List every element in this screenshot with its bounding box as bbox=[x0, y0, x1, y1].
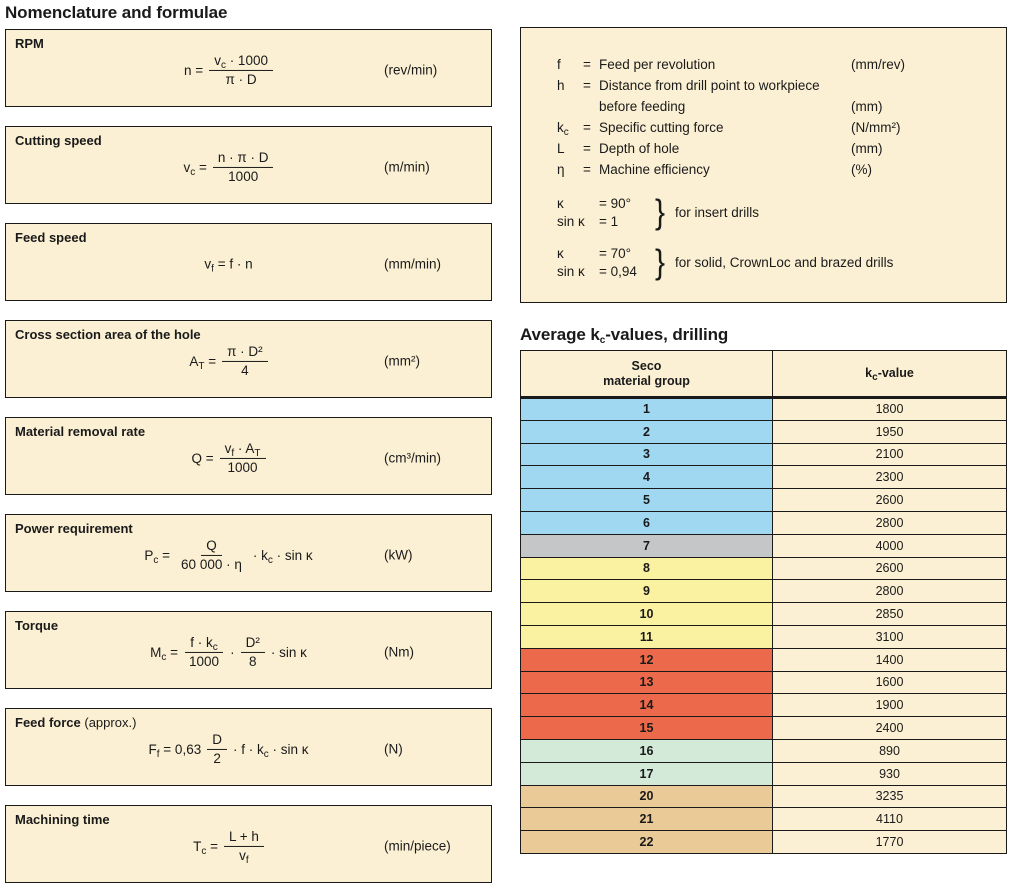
kc-value-cell: 4110 bbox=[773, 808, 1007, 831]
kc-value-cell: 1770 bbox=[773, 831, 1007, 854]
formula-term: · sin κ bbox=[270, 644, 307, 660]
numerator: L + h bbox=[224, 828, 264, 847]
formula-term: · $k_c \cdot \sin \kappa$ bbox=[252, 547, 313, 566]
kc-value-cell: 2100 bbox=[773, 443, 1007, 466]
kc-value-cell: 2800 bbox=[773, 511, 1007, 534]
formula-box-power-requirement bbox=[5, 514, 492, 592]
material-group-cell: 5 bbox=[521, 489, 773, 512]
legend-description: Distance from drill point to workpiece bbox=[599, 78, 820, 93]
formula-expression bbox=[66, 343, 391, 379]
legend-symbol bbox=[557, 96, 583, 117]
material-group-cell: 6 bbox=[521, 511, 773, 534]
column-header-material-group: Seco material group bbox=[521, 351, 773, 398]
formula-expression bbox=[66, 440, 391, 476]
kappa-equation-part: = 1 bbox=[599, 213, 619, 229]
kappa-equations bbox=[557, 245, 655, 280]
table-row bbox=[521, 511, 1007, 534]
kc-table-title: Average $k_c$-values, drilling bbox=[520, 325, 729, 346]
formula-unit: (mm²) bbox=[384, 353, 420, 369]
kappa-equation-part: κ bbox=[557, 246, 564, 261]
kc-values-table bbox=[520, 350, 1007, 854]
kc-value-cell: 2850 bbox=[773, 603, 1007, 626]
material-group-cell: 15 bbox=[521, 717, 773, 740]
formula-term: · $f \cdot k_c \cdot \sin \kappa$ bbox=[232, 741, 309, 760]
legend-unit: (mm) bbox=[851, 141, 883, 156]
table-row bbox=[521, 443, 1007, 466]
formula-expression bbox=[66, 149, 391, 185]
legend-list bbox=[557, 54, 988, 180]
table-row bbox=[521, 534, 1007, 557]
kc-value-cell: 2600 bbox=[773, 489, 1007, 512]
formula-term: $P_c$ = bbox=[144, 547, 171, 566]
fraction bbox=[241, 634, 265, 670]
formula-title: Cross section area of the hole bbox=[15, 327, 201, 342]
legend-equals: = bbox=[583, 162, 591, 177]
legend-equals: = bbox=[583, 141, 591, 156]
material-group-cell: 7 bbox=[521, 534, 773, 557]
material-group-cell: 1 bbox=[521, 398, 773, 421]
kc-value-cell: 2400 bbox=[773, 717, 1007, 740]
kc-value-cell: 890 bbox=[773, 739, 1007, 762]
kc-value-cell: 2600 bbox=[773, 557, 1007, 580]
table-row bbox=[521, 489, 1007, 512]
fraction bbox=[207, 731, 227, 767]
denominator: 60 000 · η bbox=[181, 556, 242, 572]
fraction bbox=[224, 828, 264, 864]
legend-symbol: $k_c$ bbox=[557, 120, 569, 138]
numerator: π · D² bbox=[222, 343, 268, 362]
legend-unit: (%) bbox=[851, 162, 872, 177]
legend-unit: (mm/rev) bbox=[851, 57, 905, 72]
formula-box-machining-time bbox=[5, 805, 492, 883]
table-row bbox=[521, 648, 1007, 671]
formula-box-torque bbox=[5, 611, 492, 689]
formula-title: Feed speed bbox=[15, 230, 87, 245]
legend-unit bbox=[851, 75, 988, 96]
material-group-cell: 8 bbox=[521, 557, 773, 580]
formula-unit: (N) bbox=[384, 741, 403, 757]
table-row bbox=[521, 671, 1007, 694]
denominator: 8 bbox=[248, 653, 257, 669]
legend-description: Specific cutting force bbox=[599, 120, 724, 135]
denominator: 4 bbox=[241, 362, 249, 378]
numerator: $v_c \cdot 1000$ bbox=[209, 52, 273, 71]
table-row bbox=[521, 420, 1007, 443]
formula-term: $A_T$ = bbox=[189, 353, 217, 372]
formula-term: Q = bbox=[191, 450, 214, 466]
formula-title: RPM bbox=[15, 36, 44, 51]
fraction bbox=[209, 52, 273, 88]
table-row bbox=[521, 808, 1007, 831]
kc-value-cell: 1400 bbox=[773, 648, 1007, 671]
numerator: D² bbox=[241, 634, 265, 653]
formula-title: Cutting speed bbox=[15, 133, 102, 148]
material-group-cell: 16 bbox=[521, 739, 773, 762]
material-group-cell: 20 bbox=[521, 785, 773, 808]
table-row bbox=[521, 739, 1007, 762]
formula-box-rpm bbox=[5, 29, 492, 107]
formula-expression bbox=[66, 828, 391, 864]
table-row bbox=[521, 398, 1007, 421]
formula-box-cross-section-area bbox=[5, 320, 492, 398]
fraction bbox=[220, 440, 266, 476]
formula-unit: (min/piece) bbox=[384, 838, 451, 854]
kappa-note-label: for insert drills bbox=[675, 205, 760, 220]
kappa-equation-part: sin κ bbox=[557, 263, 585, 279]
material-group-cell: 11 bbox=[521, 625, 773, 648]
legend-equals: = bbox=[583, 57, 591, 72]
formula-term: $F_f = 0,63$ bbox=[148, 741, 202, 760]
material-group-cell: 14 bbox=[521, 694, 773, 717]
material-group-cell: 3 bbox=[521, 443, 773, 466]
page-title: Nomenclature and formulae bbox=[5, 3, 228, 22]
formula-term: $T_c$ = bbox=[193, 838, 218, 857]
fraction bbox=[213, 149, 274, 185]
formula-unit: (Nm) bbox=[384, 644, 414, 660]
fraction bbox=[222, 343, 268, 379]
kappa-equation-part: = 0,94 bbox=[599, 263, 637, 279]
formula-expression bbox=[66, 731, 391, 767]
numerator: $v_f \cdot A_T$ bbox=[220, 440, 266, 459]
formula-expression bbox=[66, 537, 391, 573]
material-group-cell: 4 bbox=[521, 466, 773, 489]
denominator: 1000 bbox=[227, 459, 258, 475]
kappa-equation-part: κ bbox=[557, 196, 564, 211]
formula-term: $v_c$ = bbox=[183, 159, 207, 178]
legend-description: before feeding bbox=[599, 99, 686, 114]
material-group-cell: 22 bbox=[521, 831, 773, 854]
legend-description: Machine efficiency bbox=[599, 162, 710, 177]
column-header-kc-value: $k_c$-value bbox=[773, 351, 1007, 398]
material-group-cell: 21 bbox=[521, 808, 773, 831]
formula-box-list bbox=[5, 29, 492, 883]
table-row bbox=[521, 557, 1007, 580]
formula-title: Material removal rate bbox=[15, 424, 146, 439]
legend-symbol: h bbox=[557, 78, 565, 93]
formula-title: Machining time bbox=[15, 812, 110, 827]
numerator: Q bbox=[201, 537, 222, 556]
numerator: n · π · D bbox=[213, 149, 274, 168]
kc-value-cell: 930 bbox=[773, 762, 1007, 785]
table-row bbox=[521, 694, 1007, 717]
table-row bbox=[521, 831, 1007, 854]
legend-equals: = bbox=[583, 120, 591, 135]
table-row bbox=[521, 762, 1007, 785]
legend-equals: = bbox=[583, 78, 591, 93]
table-row bbox=[521, 717, 1007, 740]
table-row bbox=[521, 580, 1007, 603]
kc-value-cell: 3235 bbox=[773, 785, 1007, 808]
kappa-note-label: for solid, CrownLoc and brazed drills bbox=[675, 255, 894, 270]
brace-icon: } bbox=[655, 192, 666, 231]
brace-icon: } bbox=[655, 242, 666, 281]
kappa-equations bbox=[557, 195, 655, 230]
kc-value-cell: 1950 bbox=[773, 420, 1007, 443]
formula-expression bbox=[66, 256, 391, 275]
formula-term: $v_f = f \cdot n$ bbox=[204, 256, 253, 275]
formula-unit: (kW) bbox=[384, 547, 413, 563]
formula-box-feed-force bbox=[5, 708, 492, 786]
material-group-cell: 10 bbox=[521, 603, 773, 626]
numerator: D bbox=[207, 731, 227, 750]
fraction bbox=[184, 634, 224, 670]
table-row bbox=[521, 603, 1007, 626]
denominator: π · D bbox=[225, 71, 257, 87]
formula-expression bbox=[66, 52, 391, 88]
kc-value-cell: 2800 bbox=[773, 580, 1007, 603]
kc-value-cell: 2300 bbox=[773, 466, 1007, 489]
formula-box-feed-speed bbox=[5, 223, 492, 301]
formula-box-material-removal-rate bbox=[5, 417, 492, 495]
material-group-cell: 2 bbox=[521, 420, 773, 443]
formula-unit: (mm/min) bbox=[384, 256, 441, 272]
formula-unit: (cm³/min) bbox=[384, 450, 441, 466]
kappa-equation-part: = 90° bbox=[599, 196, 632, 211]
formula-term: · bbox=[230, 644, 235, 660]
material-group-cell: 13 bbox=[521, 671, 773, 694]
numerator: $f \cdot k_c$ bbox=[185, 634, 223, 653]
denominator: 1000 bbox=[189, 653, 220, 669]
kc-value-cell: 1800 bbox=[773, 398, 1007, 421]
legend-symbol: L bbox=[557, 141, 565, 156]
kc-value-cell: 3100 bbox=[773, 625, 1007, 648]
formula-expression bbox=[66, 634, 391, 670]
formula-term: $M_c$ = bbox=[150, 644, 179, 663]
kappa-equation-part: = 70° bbox=[599, 246, 632, 261]
legend-description: Feed per revolution bbox=[599, 57, 716, 72]
formula-unit: (rev/min) bbox=[384, 62, 438, 78]
right-section bbox=[520, 27, 1007, 854]
formula-term: n = bbox=[184, 62, 204, 78]
legend-unit: (N/mm²) bbox=[851, 120, 901, 135]
kc-value-cell: 4000 bbox=[773, 534, 1007, 557]
kappa-notes bbox=[557, 192, 988, 281]
nomenclature-legend-box bbox=[520, 27, 1007, 303]
table-header-row bbox=[521, 351, 1007, 398]
denominator: $v_f$ bbox=[239, 847, 249, 866]
formula-title: Power requirement bbox=[15, 521, 133, 536]
table-row bbox=[521, 466, 1007, 489]
legend-unit: (mm) bbox=[851, 99, 883, 114]
kappa-note bbox=[557, 192, 988, 231]
material-group-cell: 17 bbox=[521, 762, 773, 785]
table-row bbox=[521, 625, 1007, 648]
formula-unit: (m/min) bbox=[384, 159, 430, 175]
legend-description: Depth of hole bbox=[599, 141, 680, 156]
kc-value-cell: 1600 bbox=[773, 671, 1007, 694]
table-row bbox=[521, 785, 1007, 808]
legend-equals bbox=[583, 96, 599, 117]
formula-title: Torque bbox=[15, 618, 59, 633]
denominator: 1000 bbox=[228, 168, 259, 184]
legend-symbol: η bbox=[557, 162, 565, 177]
kc-value-cell: 1900 bbox=[773, 694, 1007, 717]
fraction bbox=[176, 537, 247, 573]
material-group-cell: 12 bbox=[521, 648, 773, 671]
legend-symbol: f bbox=[557, 57, 561, 72]
material-group-cell: 9 bbox=[521, 580, 773, 603]
formula-title: Feed force (approx.) bbox=[15, 715, 137, 730]
denominator: 2 bbox=[213, 750, 221, 766]
formula-box-cutting-speed bbox=[5, 126, 492, 204]
formulae-section bbox=[5, 3, 492, 895]
kappa-note bbox=[557, 242, 988, 281]
kappa-equation-part: sin κ bbox=[557, 213, 585, 229]
